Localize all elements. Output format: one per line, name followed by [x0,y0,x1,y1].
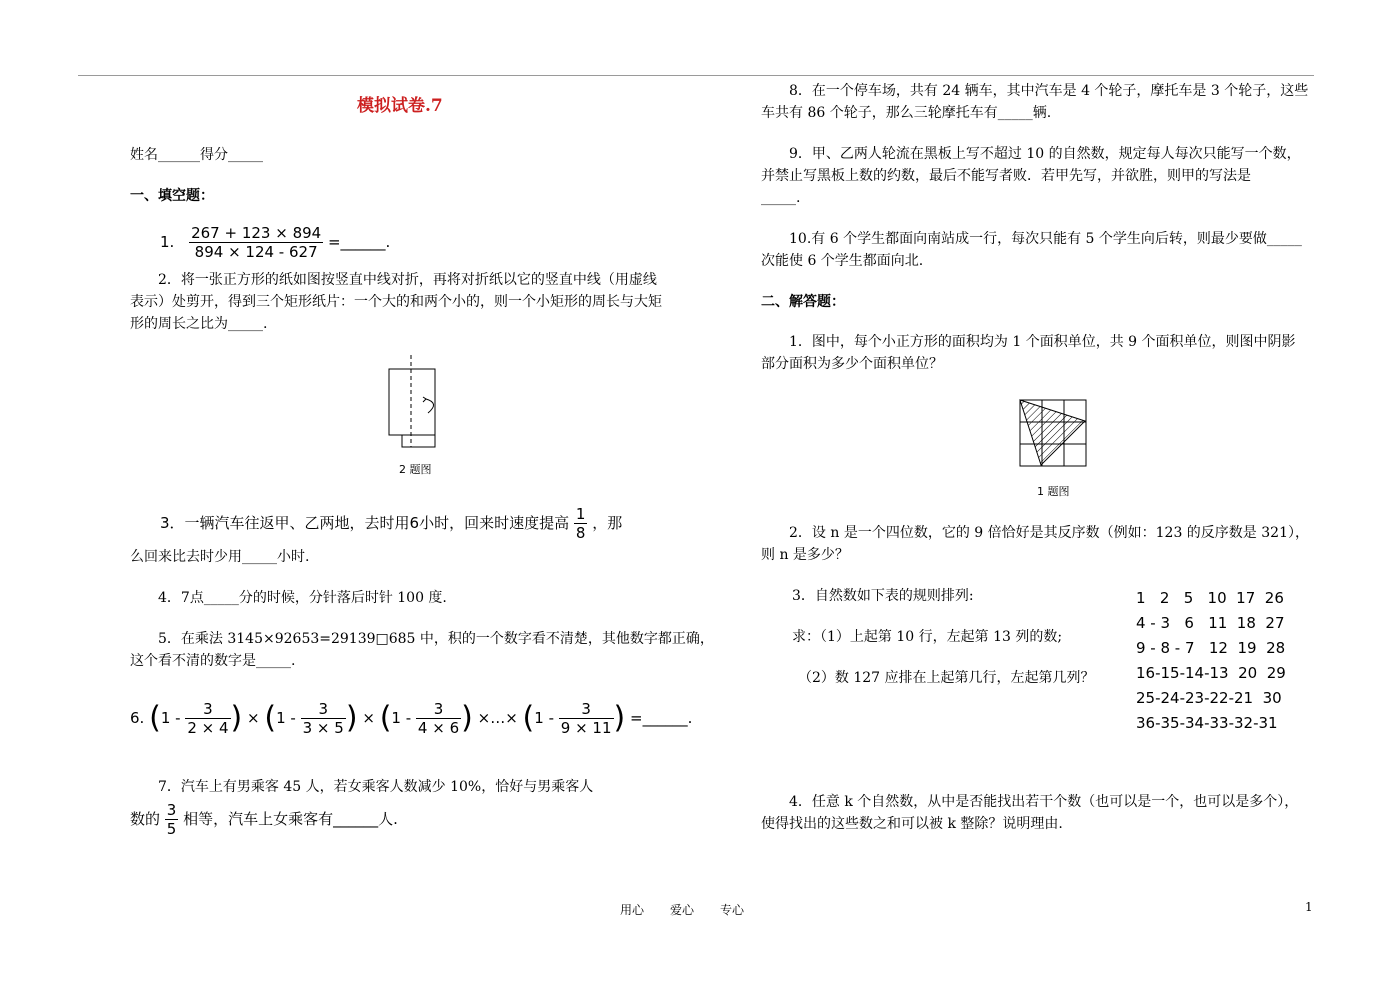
q9-line-1: 9．甲、乙两人轮流在黑板上写不超过 10 的自然数，规定每人每次只能写一个数， [789,146,1301,162]
q6-paren-close-3: ) [461,700,473,736]
q6-label: 6. [130,709,145,727]
q7-prefix: 数的 [130,810,161,828]
q7-suffix: 相等，汽车上女乘客有______人. [183,810,398,828]
q1-answer-blank: =______. [327,233,391,251]
q6-paren-close-2: ) [345,700,358,736]
a3-table-row-4: 16-15-14-13 20 29 [1136,664,1286,682]
q6-term-2 [301,700,346,737]
a3-table-row-5: 25-24-23-22-21 30 [1136,689,1282,707]
a3-table-row-3: 9 - 8 - 7 12 19 28 [1136,639,1286,657]
q5-line-1: 5．在乘法 3145×92653=29139□685 中，积的一个数字看不清楚，其他数字都正确， [158,631,714,647]
q6-term-3 [416,700,461,737]
footer-word-1: 用心 [620,903,645,917]
question-3 [160,505,622,542]
q6-paren-close-1: ) [230,700,243,736]
q6-term-3-den: 4 × 6 [417,719,460,737]
a3-table-row-6: 36-35-34-33-32-31 [1136,714,1278,732]
q1-denominator: 894 × 124 - 627 [194,243,318,261]
q7-fraction [165,801,179,838]
a3-number-table [1136,586,1286,736]
header-rule [78,75,1314,76]
q9-line-3: _____. [761,190,801,206]
q6-term-4-num: 3 [559,700,614,719]
q7-line-2 [130,801,398,838]
q2-caption: 2 题图 [399,463,432,476]
name-score-line: 姓名______得分_____ [130,147,263,163]
q6-paren-open-1: ( [149,700,161,736]
a3-table-row-2: 4 - 3 6 11 18 27 [1136,614,1285,632]
question-8 [761,80,1308,124]
q6-term-2-num: 3 [301,700,346,719]
q8-line-1: 8．在一个停车场，共有 24 辆车，其中汽车是 4 个轮子，摩托车是 3 个轮子，这些 [789,83,1309,99]
q6-one-2: 1 - [276,709,296,727]
q6-term-4-den: 9 × 11 [560,719,612,737]
q6-one-3: 1 - [391,709,412,727]
a3-table-row-1: 1 2 5 10 17 26 [1136,589,1284,607]
q6-term-3-num: 3 [416,700,461,719]
q7-frac-den: 5 [166,820,177,838]
question-2 [130,269,662,335]
q3-frac-num: 1 [575,505,586,523]
q2-line-2: 表示）处剪开，得到三个矩形纸片：一个大的和两个小的，则一个小矩形的周长与大矩 [130,294,662,310]
q6-paren-open-4: ( [522,700,535,736]
q6-term-1-num: 3 [185,700,230,719]
q6-term-1 [185,700,230,737]
a2-line-1: 2．设 n 是一个四位数，它的 9 倍恰好是其反序数（例如：123 的反序数是 321）， [789,525,1309,541]
answer-4 [761,791,1298,835]
page-title: 模拟试卷.7 [357,96,443,116]
a1-line-1: 1．图中，每个小正方形的面积均为 1 个面积单位，共 9 个面积单位，则图中阴影 [789,334,1296,350]
q3-text: 3．一辆汽车往返甲、乙两地，去时用6小时，回来时速度提高 [160,514,570,532]
q6-answer-blank: =______. [630,709,693,727]
q7-frac-num: 3 [166,801,177,819]
question-9 [761,143,1301,209]
page-number: 1 [1305,900,1313,914]
q1-label: 1. [160,233,175,251]
section-fill-in: 一、填空题： [130,188,214,204]
a1-line-2: 部分面积为多少个面积单位？ [761,356,943,372]
q6-paren-open-3: ( [379,700,392,736]
question-6 [130,700,692,737]
q3-frac-den: 8 [575,524,586,542]
q6-paren-close-4: ) [613,700,626,736]
q6-one-1: 1 - [160,709,181,727]
footer-word-3: 专心 [720,903,745,917]
q10-line-2: 次能使 6 个学生都面向北. [761,253,924,269]
q2-figure [380,353,450,449]
a1-grid-figure [1019,399,1087,467]
q3-fraction [574,505,588,542]
q6-term-1-den: 2 × 4 [187,719,229,737]
q6-times-1: × [247,709,260,727]
q10-line-1: 10.有 6 个学生都面向南站成一行，每次只能有 5 个学生向后转，则最少要做_____ [789,231,1302,247]
a3-line-3: （2）数 127 应排在上起第几行，左起第几列？ [798,670,1095,686]
answer-2 [761,522,1309,566]
footer-word-2: 爱心 [670,903,695,917]
question-5 [130,628,714,672]
q6-term-2-den: 3 × 5 [302,719,344,737]
q6-one-4: 1 - [534,709,554,727]
a3-line-2: 求：（1）上起第 10 行，左起第 13 列的数; [792,629,1063,645]
answer-1 [761,331,1296,375]
q6-ellipsis: ×…× [477,709,518,727]
q5-line-2: 这个看不清的数字是_____. [130,653,296,669]
q1-numerator: 267 + 123 × 894 [191,224,322,242]
a2-line-2: 则 n 是多少？ [761,547,849,563]
q8-line-2: 车共有 86 个轮子，那么三轮摩托车有_____辆. [761,105,1052,121]
a1-caption: 1 题图 [1037,485,1070,498]
question-7: 7．汽车上有男乘客 45 人，若女乘客人数减少 10%，恰好与男乘客人 [158,779,594,795]
q6-term-4 [559,700,614,737]
q2-line-1: 2．将一张正方形的纸如图按竖直中线对折，再将对折纸以它的竖直中线（用虚线 [158,272,657,288]
section-answer: 二、解答题： [761,294,845,310]
question-1 [160,224,390,261]
q6-times-2: × [362,709,375,727]
q3-suffix: ，那 [592,514,623,532]
q6-paren-open-2: ( [264,700,277,736]
a4-line-1: 4．任意 k 个自然数，从中是否能找出若干个数（也可以是一个，也可以是多个）， [789,794,1299,810]
q9-line-2: 并禁止写黑板上数的约数，最后不能写者败．若甲先写，并欲胜，则甲的写法是 [761,168,1251,184]
q3-line-2: 么回来比去时少用_____小时. [130,549,310,565]
question-10 [761,228,1302,272]
a4-line-2: 使得找出的这些数之和可以被 k 整除？说明理由. [761,816,1063,832]
q2-line-3: 形的周长之比为_____. [130,316,268,332]
question-4: 4．7点_____分的时候，分针落后时针 100 度. [158,590,447,606]
q1-fraction [189,224,323,261]
a3-line-1: 3．自然数如下表的规则排列: [792,588,974,604]
